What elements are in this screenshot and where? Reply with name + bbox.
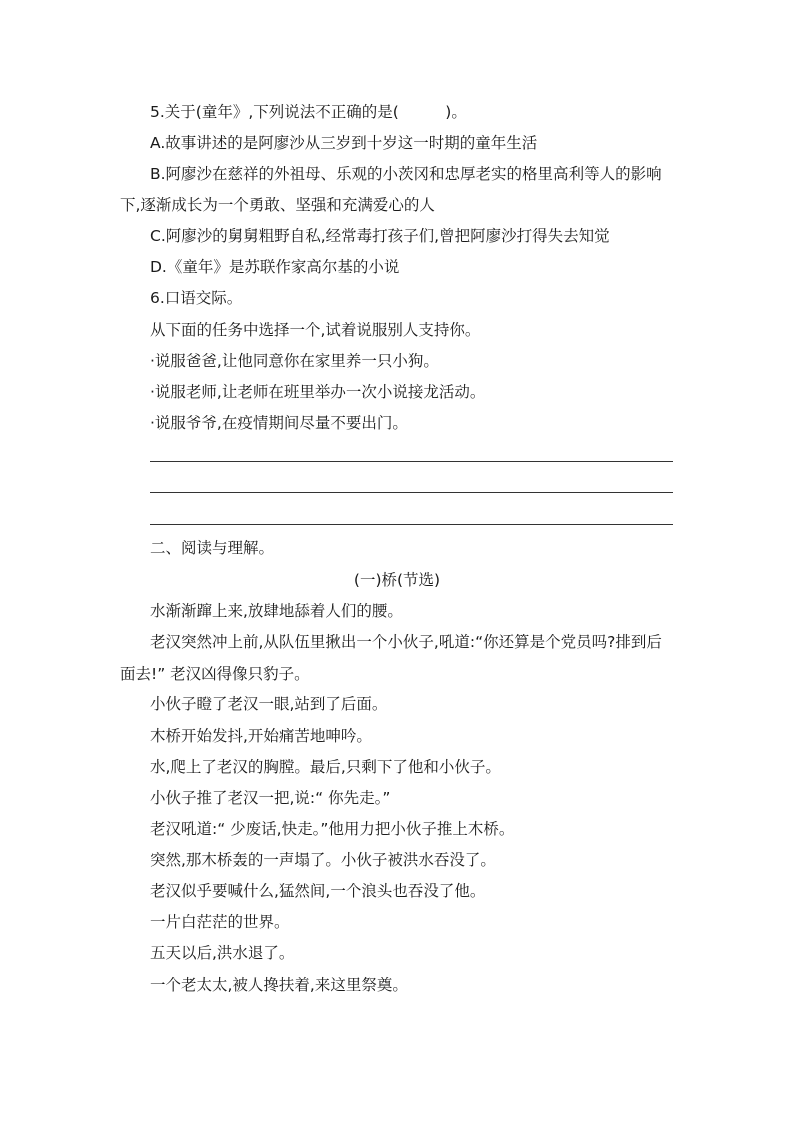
- question-5-option-b: B.阿廖沙在慈祥的外祖母、乐观的小茨冈和忠厚老实的格里高利等人的影响: [150, 165, 662, 183]
- passage-paragraph: 小伙子推了老汉一把,说:“ 你先走。”: [150, 789, 391, 807]
- question-5-stem: 5.关于(童年》,下列说法不正确的是( )。: [150, 103, 467, 121]
- passage-paragraph-continued: 面去!” 老汉凶得像只豹子。: [120, 665, 310, 683]
- passage-paragraph: 五天以后,洪水退了。: [150, 944, 295, 962]
- passage-paragraph: 一片白茫茫的世界。: [150, 913, 290, 931]
- answer-line: [150, 492, 673, 493]
- passage-paragraph: 老汉吼道:“ 少废话,快走。”他用力把小伙子推上木桥。: [150, 820, 515, 838]
- answer-line: [150, 461, 673, 462]
- answer-line: [150, 524, 673, 525]
- question-5-option-c: C.阿廖沙的舅舅粗野自私,经常毒打孩子们,曾把阿廖沙打得失去知觉: [150, 227, 610, 245]
- passage-paragraph: 小伙子瞪了老汉一眼,站到了后面。: [150, 695, 388, 713]
- question-6-stem: 6.口语交际。: [150, 289, 243, 307]
- passage-paragraph: 老汉突然冲上前,从队伍里揪出一个小伙子,吼道:“你还算是个党员吗?排到后: [150, 633, 662, 651]
- question-6-choice-2: ·说服老师,让老师在班里举办一次小说接龙活动。: [150, 383, 486, 401]
- passage-paragraph: 老汉似乎要喊什么,猛然间,一个浪头也吞没了他。: [150, 882, 486, 900]
- question-6-choice-3: ·说服爷爷,在疫情期间尽量不要出门。: [150, 414, 408, 432]
- question-5-option-b-continued: 下,逐渐成长为一个勇敢、坚强和充满爱心的人: [120, 196, 435, 214]
- passage-title: (一)桥(节选): [353, 571, 441, 589]
- question-6-prompt: 从下面的任务中选择一个,试着说服别人支持你。: [150, 321, 481, 339]
- passage-paragraph: 水渐渐蹿上来,放肆地舔着人们的腰。: [150, 602, 403, 620]
- passage-paragraph: 一个老太太,被人搀扶着,来这里祭奠。: [150, 976, 408, 994]
- question-5-option-d: D.《童年》是苏联作家高尔基的小说: [150, 258, 400, 276]
- passage-paragraph: 水,爬上了老汉的胸膛。最后,只剩下了他和小伙子。: [150, 758, 501, 776]
- section-heading: 二、阅读与理解。: [150, 539, 275, 557]
- passage-paragraph: 突然,那木桥轰的一声塌了。小伙子被洪水吞没了。: [150, 851, 496, 869]
- question-6-choice-1: ·说服爸爸,让他同意你在家里养一只小狗。: [150, 352, 439, 370]
- question-5-option-a: A.故事讲述的是阿廖沙从三岁到十岁这一时期的童年生活: [150, 134, 538, 152]
- passage-paragraph: 木桥开始发抖,开始痛苦地呻吟。: [150, 727, 372, 745]
